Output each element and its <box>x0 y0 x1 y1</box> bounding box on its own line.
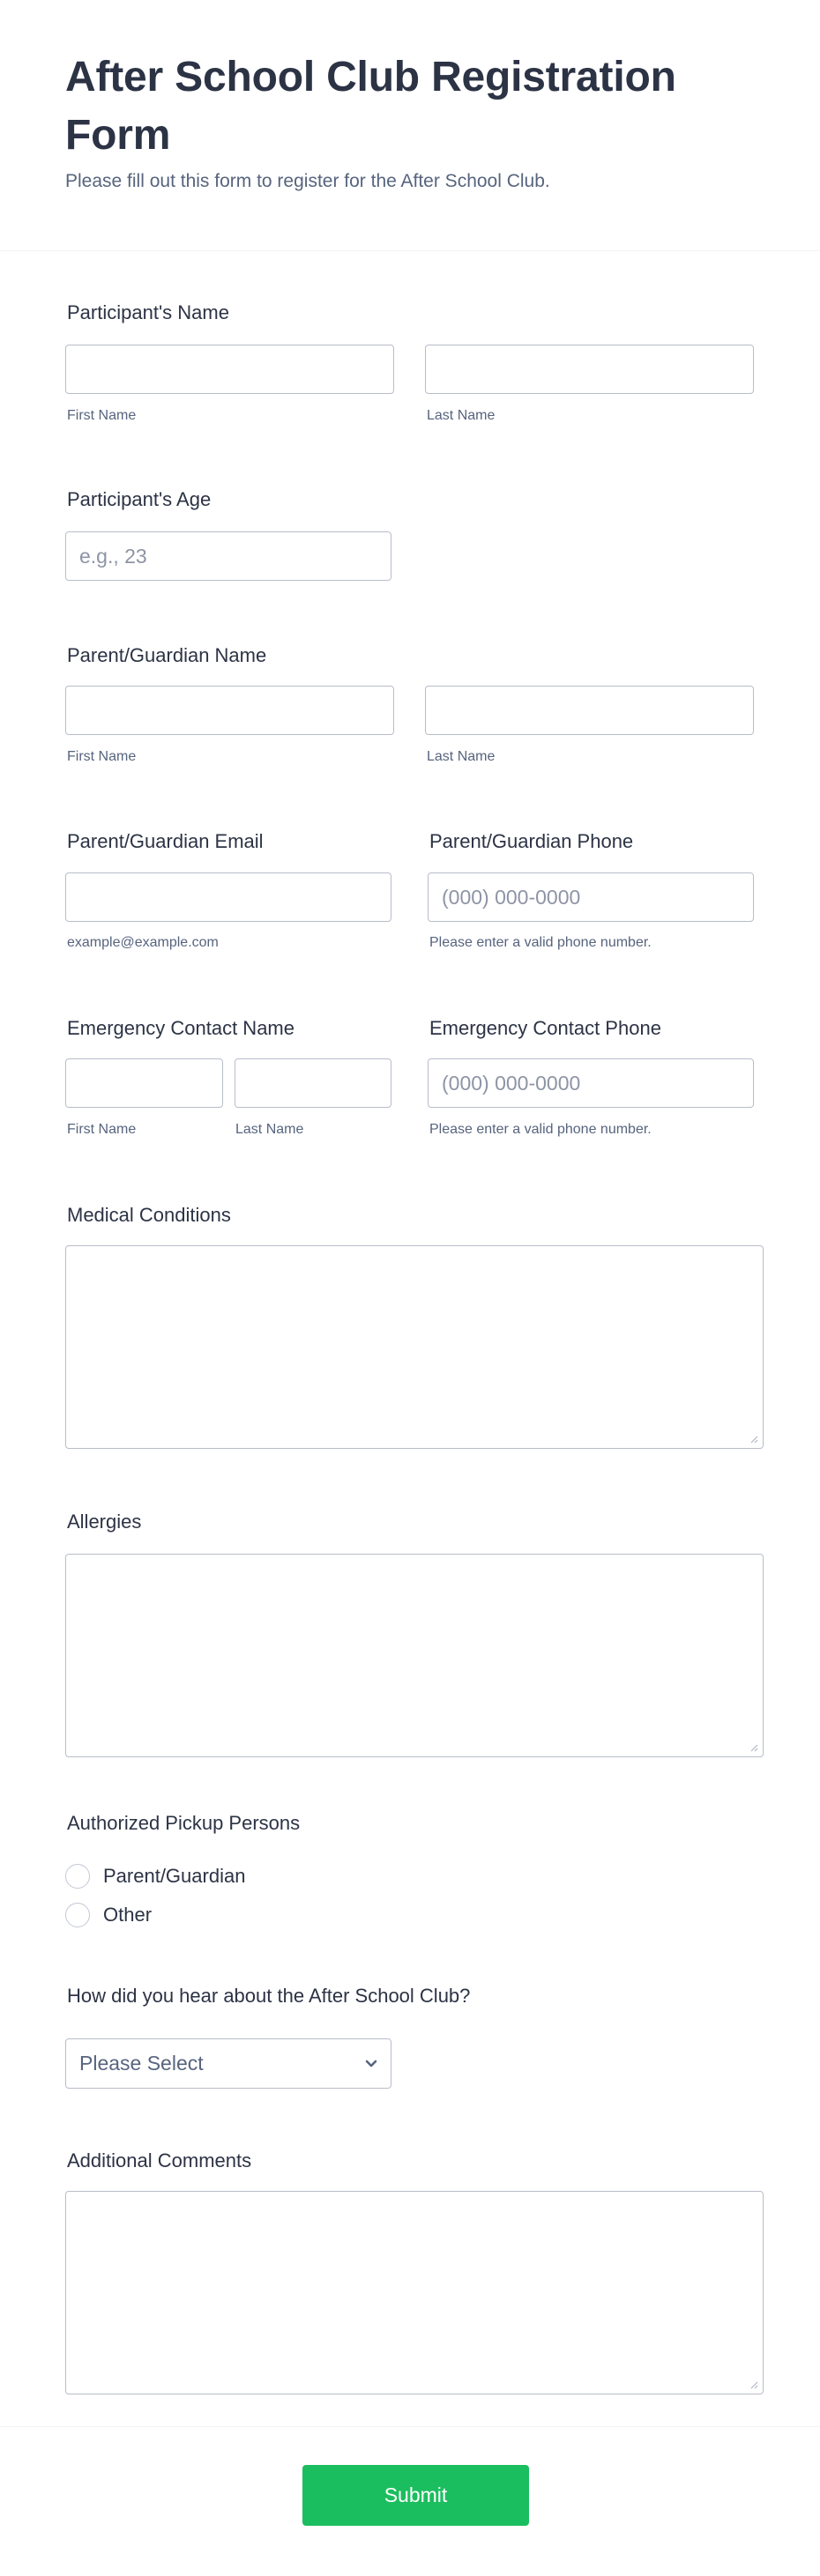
referral-select[interactable] <box>65 2038 391 2089</box>
guardian-name-label: Parent/Guardian Name <box>67 644 267 666</box>
page-title: After School Club Registration Form <box>65 54 676 159</box>
guardian-email-sublabel: example@example.com <box>67 935 219 950</box>
guardian-phone-label: Parent/Guardian Phone <box>429 830 634 852</box>
medical-conditions-textarea[interactable] <box>65 1245 764 1449</box>
allergies-label: Allergies <box>67 1511 142 1533</box>
medical-conditions-label: Medical Conditions <box>67 1204 231 1226</box>
resize-handle-icon[interactable] <box>749 1435 758 1444</box>
referral-label: How did you hear about the After School Club? <box>67 1985 471 2007</box>
guardian-phone-placeholder: (000) 000-0000 <box>442 885 581 909</box>
emergency-phone-placeholder: (000) 000-0000 <box>442 1071 581 1095</box>
pickup-option-other[interactable] <box>65 1902 152 1928</box>
radio-button[interactable] <box>65 1903 90 1927</box>
footer-divider <box>0 2426 820 2427</box>
participant-name-label: Participant's Name <box>67 301 229 323</box>
radio-label: Other <box>103 1904 153 1926</box>
participant-age-label: Participant's Age <box>67 488 212 510</box>
guardian-email-input[interactable] <box>65 872 391 922</box>
emergency-first-name-input[interactable] <box>65 1058 223 1108</box>
guardian-phone-sublabel: Please enter a valid phone number. <box>429 935 652 950</box>
participant-first-name-input[interactable] <box>65 345 394 394</box>
additional-comments-textarea[interactable] <box>65 2191 764 2394</box>
allergies-textarea[interactable] <box>65 1554 764 1757</box>
participant-age-placeholder: e.g., 23 <box>79 544 147 568</box>
participant-last-name-input[interactable] <box>425 345 754 394</box>
emergency-phone-label: Emergency Contact Phone <box>429 1017 661 1039</box>
additional-comments-label: Additional Comments <box>67 2149 252 2171</box>
guardian-email-label: Parent/Guardian Email <box>67 830 264 852</box>
pickup-option-parent-guardian[interactable] <box>65 1863 245 1889</box>
referral-selected-value: Please Select <box>79 2052 204 2075</box>
radio-button[interactable] <box>65 1864 90 1889</box>
pickup-persons-label: Authorized Pickup Persons <box>67 1812 301 1834</box>
emergency-phone-input[interactable] <box>428 1058 754 1108</box>
resize-handle-icon[interactable] <box>749 1743 758 1752</box>
guardian-last-name-sublabel: Last Name <box>427 749 496 764</box>
page-subtitle: Please fill out this form to register for the After School Club. <box>65 171 550 191</box>
guardian-phone-input[interactable] <box>428 872 754 922</box>
radio-label: Parent/Guardian <box>103 1865 246 1887</box>
guardian-first-name-input[interactable] <box>65 686 394 735</box>
participant-last-name-sublabel: Last Name <box>427 408 496 423</box>
participant-first-name-sublabel: First Name <box>67 408 137 423</box>
form-header <box>0 0 820 251</box>
chevron-down-icon <box>364 2060 378 2068</box>
guardian-last-name-input[interactable] <box>425 686 754 735</box>
participant-age-input[interactable] <box>65 531 391 581</box>
emergency-first-name-sublabel: First Name <box>67 1122 137 1137</box>
emergency-last-name-sublabel: Last Name <box>235 1122 304 1137</box>
submit-button[interactable]: Submit <box>302 2465 529 2526</box>
resize-handle-icon[interactable] <box>749 2380 758 2389</box>
guardian-first-name-sublabel: First Name <box>67 749 137 764</box>
emergency-phone-sublabel: Please enter a valid phone number. <box>429 1122 652 1137</box>
emergency-name-label: Emergency Contact Name <box>67 1017 294 1039</box>
emergency-last-name-input[interactable] <box>235 1058 391 1108</box>
